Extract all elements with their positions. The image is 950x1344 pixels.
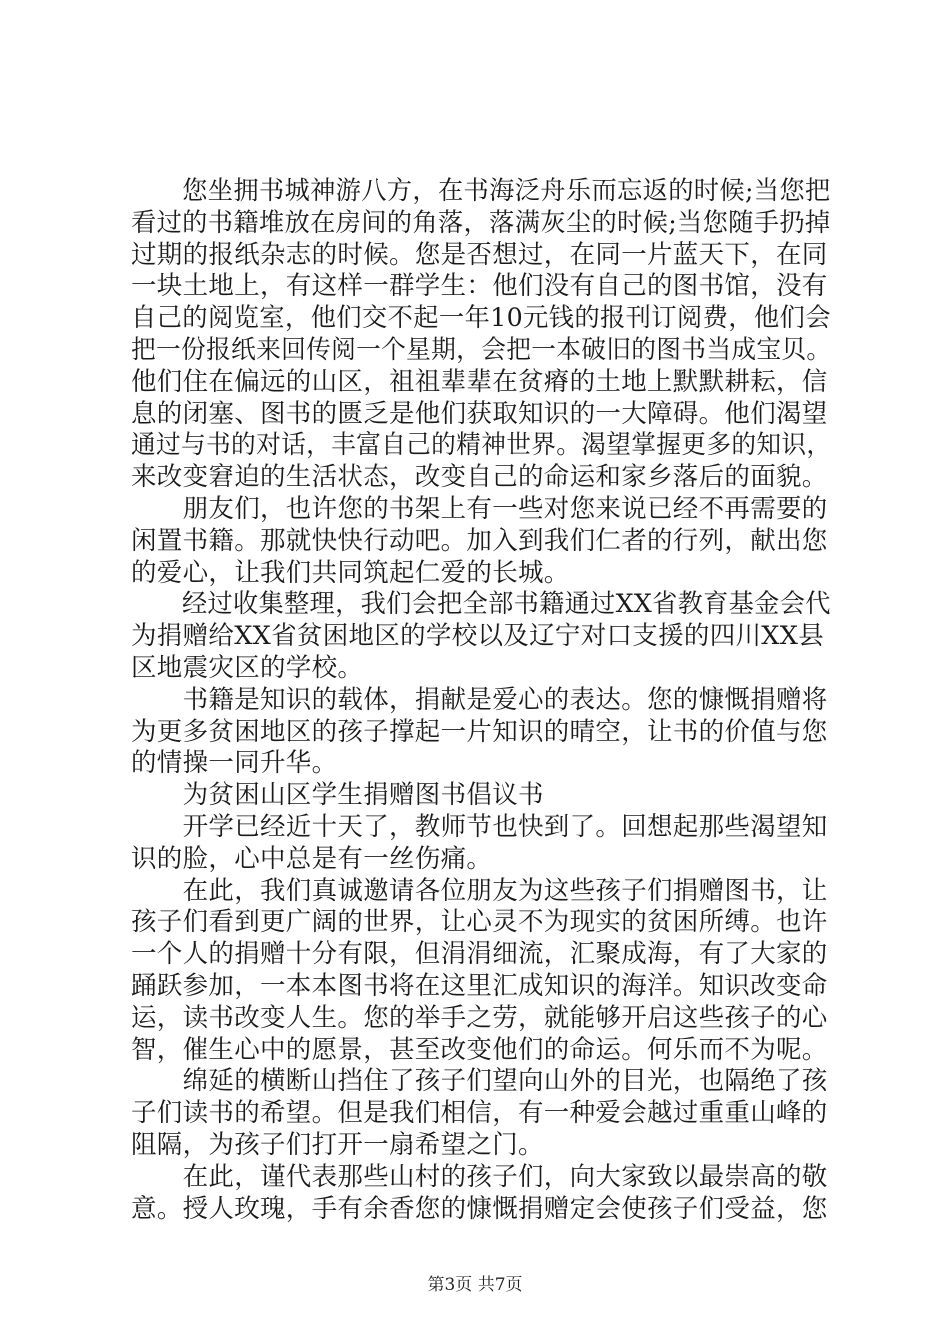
text-line: 为捐赠给XX省贫困地区的学校以及辽宁对口支援的四川XX县 bbox=[131, 621, 825, 652]
text-line: 息的闭塞、图书的匮乏是他们获取知识的一大障碍。他们渴望 bbox=[131, 398, 828, 429]
text-line: 在此，谨代表那些山村的孩子们，向大家致以最崇高的敬 bbox=[131, 1161, 828, 1192]
text-line: 看过的书籍堆放在房间的角落，落满灰尘的时候;当您随手扔掉 bbox=[131, 207, 831, 238]
text-line: 开学已经近十天了，教师节也快到了。回想起那些渴望知 bbox=[131, 811, 828, 842]
section-title: 为贫困山区学生捐赠图书倡议书 bbox=[131, 780, 544, 811]
text-line: 的爱心，让我们共同筑起仁爱的长城。 bbox=[131, 557, 570, 588]
text-line: 在此，我们真诚邀请各位朋友为这些孩子们捐赠图书，让 bbox=[131, 875, 828, 906]
text-line: 一个人的捐赠十分有限，但涓涓细流，汇聚成海，有了大家的 bbox=[131, 939, 828, 970]
text-line: 来改变窘迫的生活状态，改变自己的命运和家乡落后的面貌。 bbox=[131, 462, 828, 493]
text-line: 子们读书的希望。但是我们相信，有一种爱会越过重重山峰的 bbox=[131, 1098, 828, 1129]
text-line: 区地震灾区的学校。 bbox=[131, 652, 364, 683]
text-line: 过期的报纸杂志的时候。您是否想过，在同一片蓝天下，在同 bbox=[131, 239, 828, 270]
text-line: 他们住在偏远的山区，祖祖辈辈在贫瘠的土地上默默耕耘，信 bbox=[131, 366, 828, 397]
text-line: 把一份报纸来回传阅一个星期，会把一本破旧的图书当成宝贝。 bbox=[131, 334, 832, 365]
text-line: 智，催生心中的愿景，甚至改变他们的命运。何乐而不为呢。 bbox=[131, 1034, 828, 1065]
text-line: 运，读书改变人生。您的举手之劳，就能够开启这些孩子的心 bbox=[131, 1002, 828, 1033]
text-line: 孩子们看到更广阔的世界，让心灵不为现实的贫困所缚。也许 bbox=[131, 907, 828, 938]
page-number-footer: 第3页 共7页 bbox=[427, 1275, 523, 1295]
text-line: 闲置书籍。那就快快行动吧。加入到我们仁者的行列，献出您 bbox=[131, 525, 828, 556]
text-line: 一块土地上，有这样一群学生：他们没有自己的图书馆，没有 bbox=[131, 271, 828, 302]
text-line: 绵延的横断山挡住了孩子们望向山外的目光，也隔绝了孩 bbox=[131, 1066, 828, 1097]
text-line: 书籍是知识的载体，捐献是爱心的表达。您的慷慨捐赠将 bbox=[131, 684, 828, 715]
text-line: 经过收集整理，我们会把全部书籍通过XX省教育基金会代 bbox=[131, 589, 831, 620]
document-body bbox=[131, 176, 831, 1225]
text-line: 您坐拥书城神游八方，在书海泛舟乐而忘返的时候;当您把 bbox=[131, 176, 831, 206]
text-line: 踊跃参加，一本本图书将在这里汇成知识的海洋。知识改变命 bbox=[131, 970, 828, 1001]
text-line: 通过与书的对话，丰富自己的精神世界。渴望掌握更多的知识， bbox=[131, 430, 832, 461]
text-line: 意。授人玫瑰，手有余香您的慷慨捐赠定会使孩子们受益，您 bbox=[131, 1193, 828, 1224]
text-line: 阻隔，为孩子们打开一扇希望之门。 bbox=[131, 1129, 544, 1160]
text-line: 识的脸，心中总是有一丝伤痛。 bbox=[131, 843, 493, 874]
text-line: 的情操一同升华。 bbox=[131, 748, 338, 779]
text-line: 自己的阅览室，他们交不起一年10元钱的报刊订阅费，他们会 bbox=[131, 303, 831, 334]
text-line: 为更多贫困地区的孩子撑起一片知识的晴空，让书的价值与您 bbox=[131, 716, 828, 747]
text-line: 朋友们，也许您的书架上有一些对您来说已经不再需要的 bbox=[131, 493, 828, 524]
